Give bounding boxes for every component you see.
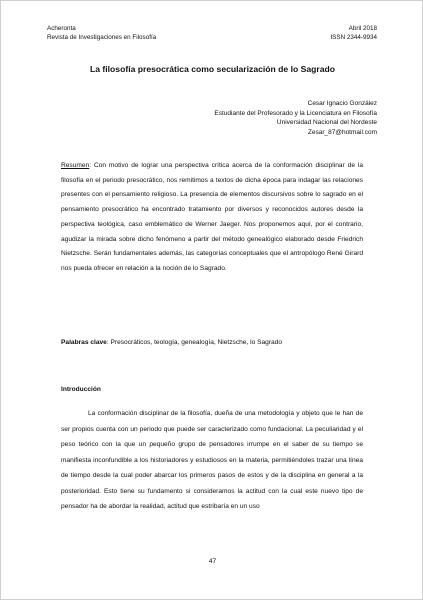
journal-header	[47, 24, 156, 42]
abstract-label: Resumen	[61, 162, 90, 169]
page-number: 47	[208, 558, 217, 565]
issue-date: Abril 2018	[348, 25, 377, 32]
abstract	[61, 159, 363, 277]
author-email: Zesar_87@hotmail.com	[307, 128, 377, 136]
keywords-text: : Presocráticos, teología, genealogía, Nietzsche, lo Sagrado	[106, 339, 283, 346]
author-institution: Universidad Nacional del Nordeste	[276, 119, 377, 127]
keywords-label: Palabras clave	[61, 339, 107, 346]
body-paragraph: La conformación disciplinar de la filosofía, dueña de una metodología y objeto que le han de ser propios cuenta con un periodo que puede ser caracterizado como fundacional. La peculiaridad y el peso teórico con la que un pequeño grupo de pensadores irrumpe en el saber de su tiempo se manifiesta inconfundible a los historiadores y estudiosos en la materia, permitiéndoles trazar una línea de tiempo desde la cual poder abarcar los primeros pasos de estos y de la disciplina en general a la posterioridad. Esto tiene su fundamento si consideramos la actitud con la cual este nuevo tipo de pensador ha de abordar la realidad, actitud que estribaría en un uso	[61, 410, 363, 510]
abstract-text: : Con motivo de lograr una perspectiva crítica acerca de la conformación disciplinar de la filosofía en el periodo presocrático, nos remitimos a textos de dicha época para indagar las relaciones presentes con el pensamiento religioso. La presencia de elementos discursivos sobre lo sagrado en el pensamiento presocrático ha encontrado tratamiento por diversos y reconocidos autores desde la perspectiva teológica, caso emblemático de Werner Jaeger. Nos proponemos aquí, por el contrario, agudizar la mirada sobre dicho fenómeno a partir del método genealógico elaborado desde Friedrich Nietzsche. Serán fundamentales además, las categorías conceptuales que el antropólogo René Girard nos pueda ofrecer en relación a la noción de lo Sagrado.	[61, 162, 363, 272]
keywords	[61, 338, 363, 348]
journal-subtitle: Revista de Investigaciones en Filosofía	[47, 34, 157, 41]
journal-name: Acheronta	[47, 25, 76, 32]
author-block	[214, 99, 377, 137]
issue-header	[330, 24, 377, 42]
paper-title: La filosofía presocrática como secularización de lo Sagrado	[90, 64, 335, 74]
issn: ISSN 2344-9934	[330, 34, 377, 41]
author-name: Cesar Ignacio González	[307, 100, 377, 107]
author-role: Estudiante del Profesorado y la Licenciatura en Filosofía	[214, 109, 377, 117]
section-title: Introducción	[61, 386, 101, 393]
